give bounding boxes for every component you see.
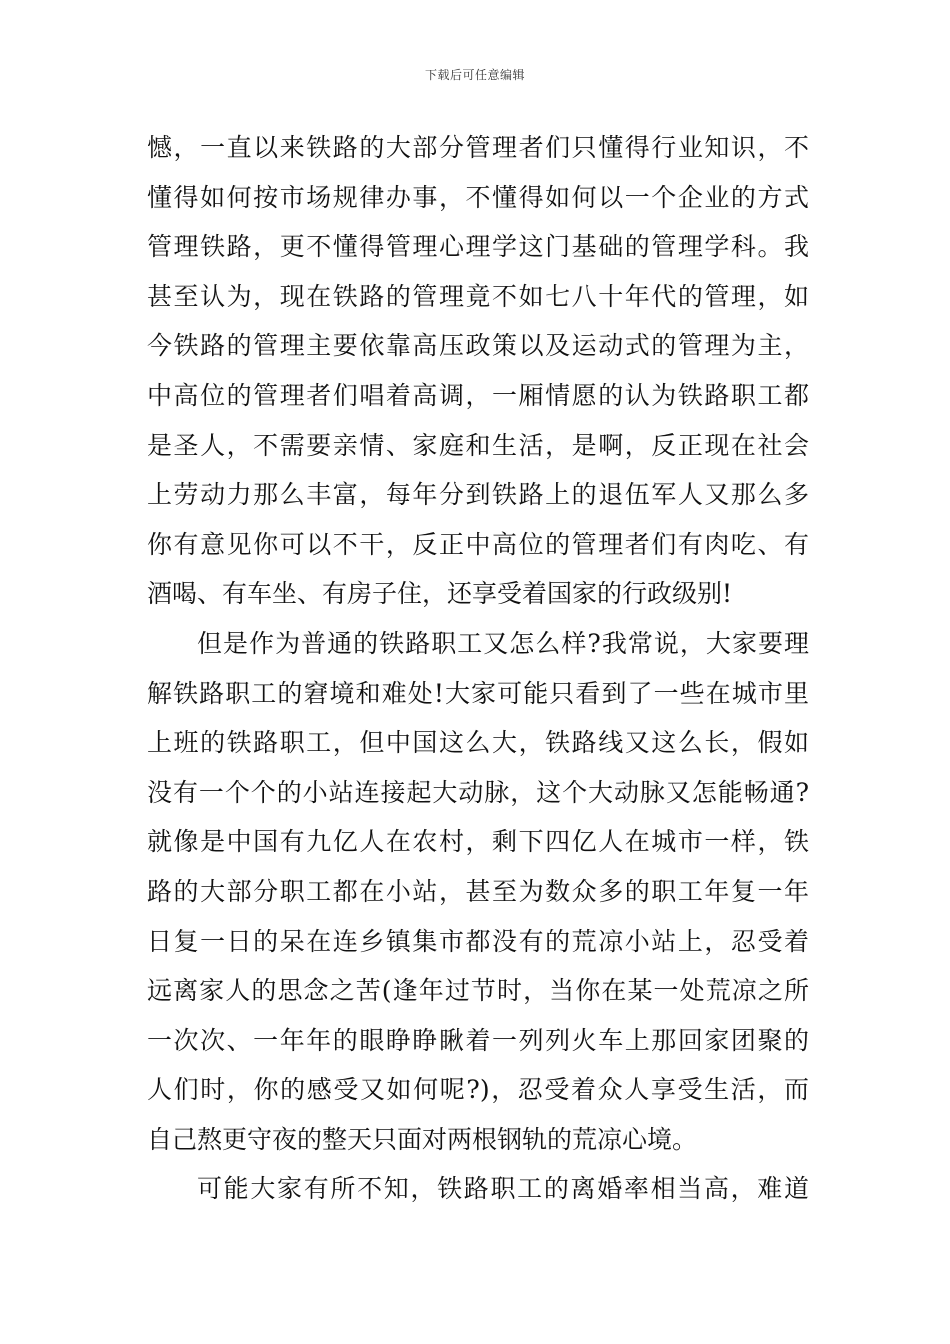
text-line: 就像是中国有九亿人在农村，剩下四亿人在城市一样，铁 (147, 827, 809, 857)
text-line: 日复一日的呆在连乡镇集市都没有的荒凉小站上，忍受着 (147, 926, 809, 956)
page-header: 下载后可任意编辑 (424, 68, 525, 82)
text-line: 甚至认为，现在铁路的管理竟不如七八十年代的管理，如 (147, 281, 809, 311)
text-line: 管理铁路，更不懂得管理心理学这门基础的管理学科。我 (147, 232, 809, 262)
text-line: 路的大部分职工都在小站，甚至为数众多的职工年复一年 (147, 876, 809, 906)
text-line: 懂得如何按市场规律办事，不懂得如何以一个企业的方式 (147, 182, 809, 212)
text-line: 酒喝、有车坐、有房子住，还享受着国家的行政级别! (147, 579, 733, 609)
paragraph-3 (147, 1164, 809, 1214)
text-line: 憾，一直以来铁路的大部分管理者们只懂得行业知识，不 (147, 133, 809, 162)
text-line: 是圣人，不需要亲情、家庭和生活，是啊，反正现在社会 (147, 430, 809, 460)
text-line: 上劳动力那么丰富，每年分到铁路上的退伍军人又那么多 (147, 480, 809, 510)
text-line: 但是作为普通的铁路职工又怎么样?我常说，大家要理 (197, 628, 809, 658)
text-line: 人们时，你的感受又如何呢?)，忍受着众人享受生活，而 (147, 1075, 809, 1105)
document-body (147, 123, 809, 1214)
text-line: 上班的铁路职工，但中国这么大，铁路线又这么长，假如 (147, 728, 809, 758)
paragraph-1 (147, 123, 809, 619)
text-line: 没有一个个的小站连接起大动脉，这个大动脉又怎能畅通? (147, 777, 809, 807)
text-line: 自己熬更守夜的整天只面对两根钢轨的荒凉心境。 (147, 1124, 698, 1154)
text-line: 可能大家有所不知，铁路职工的离婚率相当高，难道 (197, 1174, 809, 1204)
text-line: 中高位的管理者们唱着高调，一厢情愿的认为铁路职工都 (147, 380, 809, 410)
text-line: 你有意见你可以不干，反正中高位的管理者们有肉吃、有 (147, 529, 809, 559)
paragraph-2 (147, 619, 809, 1165)
text-line: 远离家人的思念之苦(逢年过节时，当你在某一处荒凉之所 (147, 976, 809, 1006)
text-line: 一次次、一年年的眼睁睁瞅着一列列火车上那回家团聚的 (147, 1025, 809, 1055)
text-line: 解铁路职工的窘境和难处!大家可能只看到了一些在城市里 (147, 678, 809, 708)
text-line: 今铁路的管理主要依靠高压政策以及运动式的管理为主， (147, 331, 809, 361)
